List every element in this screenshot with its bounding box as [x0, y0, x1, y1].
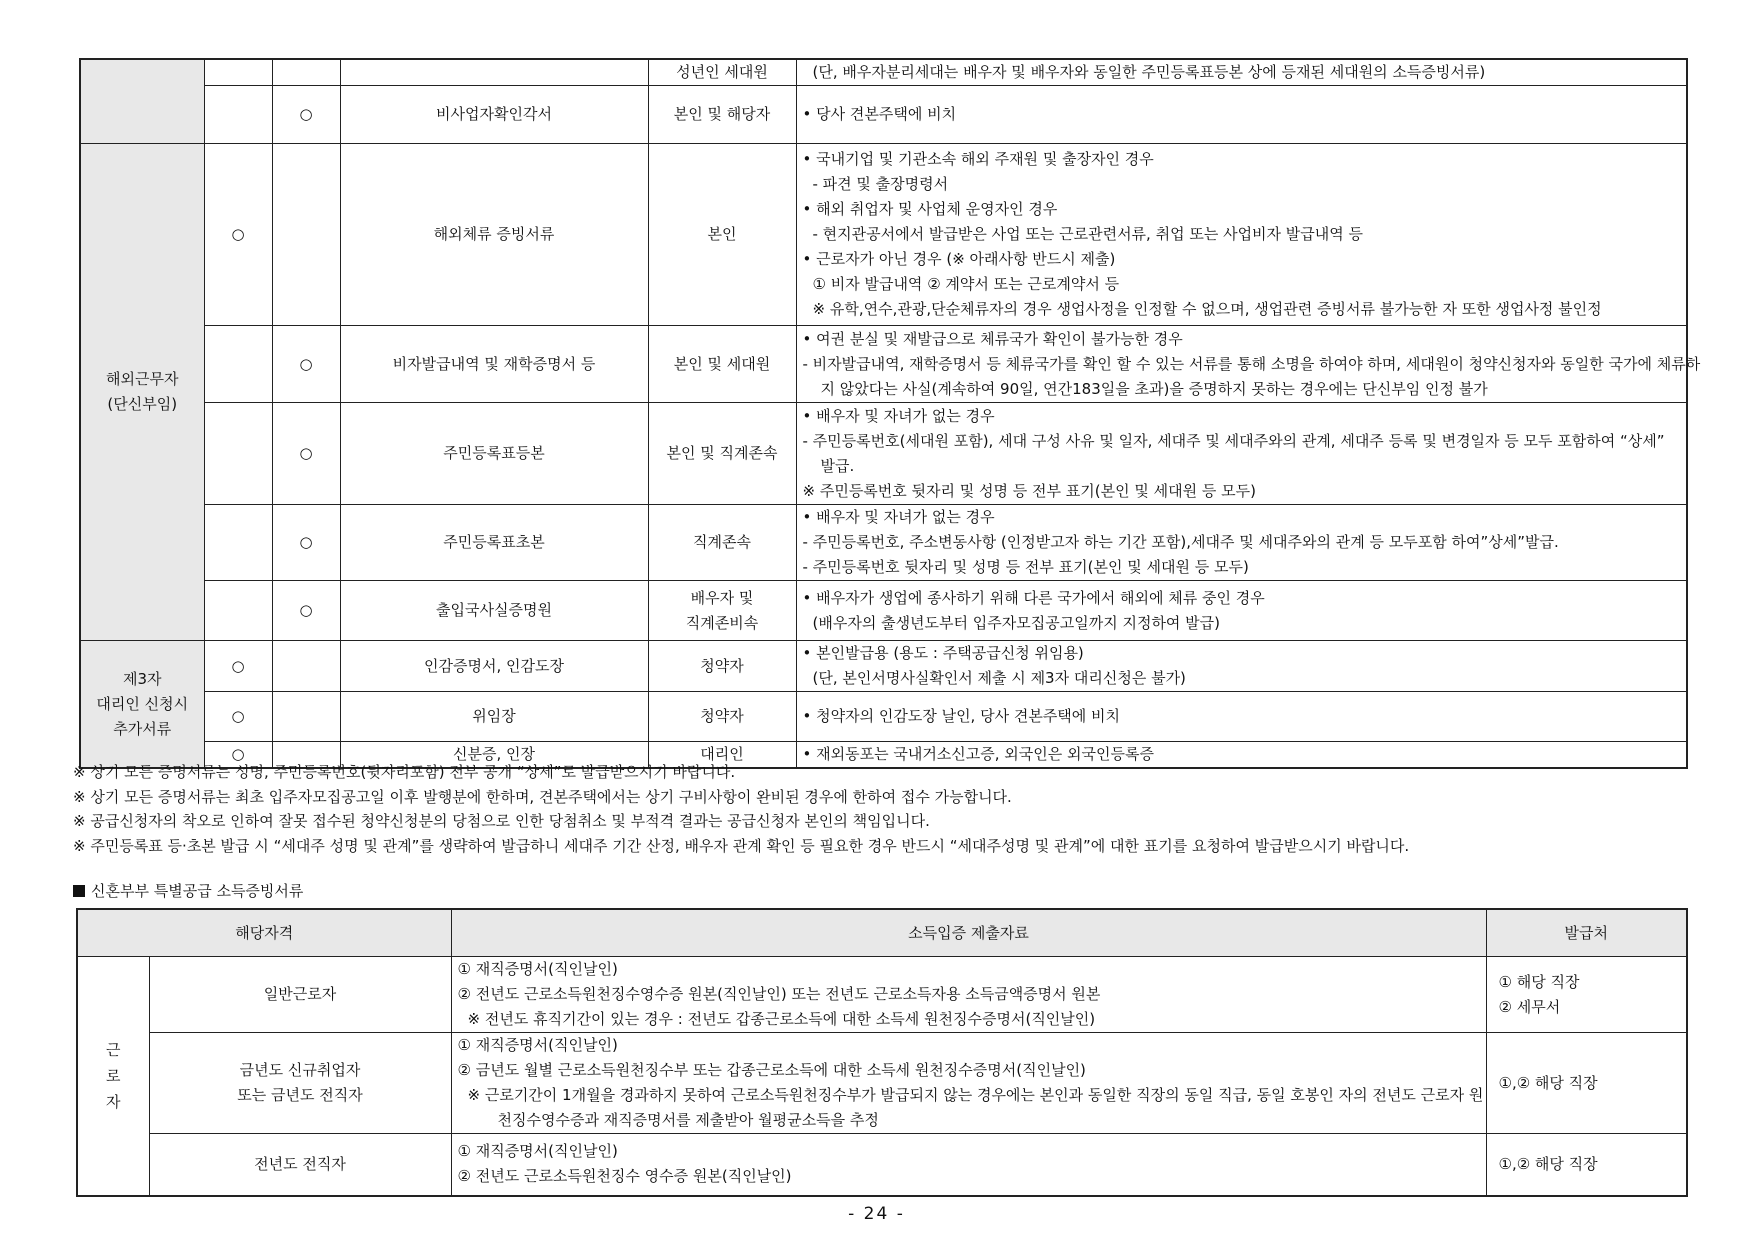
- table-row: [80, 59, 1687, 86]
- table-row: [80, 692, 1687, 742]
- mark-cell: [204, 403, 272, 505]
- page-number: - 24 -: [848, 1204, 905, 1224]
- table-row: [77, 1033, 1687, 1134]
- description-cell: • 배우자가 생업에 종사하기 위해 다른 국가에서 해외에 체류 중인 경우 (배우자의 출생년도부터 입주자모집공고일까지 지정하여 발급): [796, 581, 1687, 641]
- description-cell: (단, 배우자분리세대는 배우자 및 배우자와 동일한 주민등록표등본 상에 등재된 세대원의 소득증빙서류): [796, 59, 1687, 86]
- mark-cell: [204, 505, 272, 581]
- table-header-row: [77, 909, 1687, 957]
- target-cell: 본인 및 직계존속: [648, 403, 796, 505]
- document-name-cell: 해외체류 증빙서류: [340, 144, 648, 326]
- description-cell: • 본인발급용 (용도 : 주택공급신청 위임용) (단, 본인서명사실확인서 제출 시 제3자 대리신청은 불가): [796, 641, 1687, 692]
- table-row: [80, 641, 1687, 692]
- group-cell: [80, 59, 204, 144]
- table-row: [80, 581, 1687, 641]
- note-item: ※ 공급신청자의 착오로 인하여 잘못 접수된 청약신청분의 당첨으로 인한 당첨취소 및 부적격 결과는 공급신청자 본인의 책임입니다.: [73, 812, 930, 830]
- documents-cell: ① 재직증명서(직인날인) ② 전년도 근로소득원천징수영수증 원본(직인날인) 또는 전년도 근로소득자용 소득금액증명서 원본 ※ 전년도 휴직기간이 있는 경우 : 전년도 갑종근로소득에 대한 소득세 원천징수증명서(직인날인): [451, 957, 1486, 1033]
- target-cell: 청약자: [648, 692, 796, 742]
- table-row: [80, 403, 1687, 505]
- target-cell: 대리인: [648, 742, 796, 769]
- table-row: [80, 326, 1687, 403]
- document-name-cell: 주민등록표등본: [340, 403, 648, 505]
- header-qualification: 해당자격: [77, 909, 451, 957]
- mark-cell: [272, 144, 340, 326]
- description-cell: • 배우자 및 자녀가 없는 경우 - 주민등록번호(세대원 포함), 세대 구성 사유 및 일자, 세대주 및 세대주와의 관계, 세대주 등록 및 변경일자 등 모두 포함하여 “상세” 발급. ※ 주민등록번호 뒷자리 및 성명 등 전부 표기(본인 및 세대원 등 모두): [796, 403, 1687, 505]
- mark-cell: ○: [204, 692, 272, 742]
- group-cell: 해외근무자 (단신부임): [80, 144, 204, 641]
- qualification-cell: 일반근로자: [149, 957, 451, 1033]
- target-cell: 본인 및 세대원: [648, 326, 796, 403]
- mark-cell: ○: [204, 641, 272, 692]
- target-cell: 본인 및 해당자: [648, 86, 796, 144]
- square-bullet-icon: [73, 885, 85, 897]
- mark-cell: [204, 59, 272, 86]
- target-cell: 본인: [648, 144, 796, 326]
- documents-cell: ① 재직증명서(직인날인) ② 금년도 월별 근로소득원천징수부 또는 갑종근로소득에 대한 소득세 원천징수증명서(직인날인) ※ 근로기간이 1개월을 경과하지 못하여 근로소득원천징수부가 발급되지 않는 경우에는 본인과 동일한 직장의 동일 직급, 동일 호봉인 자의 전년도 근로자 원 천징수영수증과 재직증명서를 제출받아 월평균소득을 추정: [451, 1033, 1486, 1134]
- notes-list: [73, 760, 1693, 858]
- description-cell: • 여권 분실 및 재발급으로 체류국가 확인이 불가능한 경우 - 비자발급내역, 재학증명서 등 체류국가를 확인 할 수 있는 서류를 통해 소명을 하여야 하며, 세대원이 청약신청자와 동일한 국가에 체류하 지 않았다는 사실(계속하여 90일, 연간183일을 초과)을 증명하지 못하는 경우에는 단신부임 인정 불가: [796, 326, 1687, 403]
- note-item: ※ 주민등록표 등·초본 발급 시 “세대주 성명 및 관계”를 생략하여 발급하니 세대주 기간 산정, 배우자 관계 확인 등 필요한 경우 반드시 “세대주성명 및 관계”에 대한 표기를 요청하여 발급받으시기 바랍니다.: [73, 836, 1410, 855]
- mark-cell: ○: [204, 144, 272, 326]
- mark-cell: [204, 581, 272, 641]
- mark-cell: ○: [272, 505, 340, 581]
- mark-cell: [204, 326, 272, 403]
- group-cell: 근 로 자: [77, 957, 149, 1196]
- description-cell: • 청약자의 인감도장 날인, 당사 견본주택에 비치: [796, 692, 1687, 742]
- table-row: [80, 505, 1687, 581]
- document-name-cell: 출입국사실증명원: [340, 581, 648, 641]
- target-cell: 성년인 세대원: [648, 59, 796, 86]
- table-row: [77, 1134, 1687, 1196]
- mark-cell: ○: [204, 742, 272, 769]
- issuer-cell: ①,② 해당 직장: [1486, 1033, 1687, 1134]
- description-cell: • 재외동포는 국내거소신고증, 외국인은 외국인등록증: [796, 742, 1687, 769]
- document-name-cell: 비자발급내역 및 재학증명서 등: [340, 326, 648, 403]
- income-proof-table: [76, 908, 1688, 1197]
- issuer-cell: ① 해당 직장 ② 세무서: [1486, 957, 1687, 1033]
- mark-cell: [272, 59, 340, 86]
- section-title-text: 신혼부부 특별공급 소득증빙서류: [91, 882, 304, 900]
- qualification-cell: 전년도 전직자: [149, 1134, 451, 1196]
- mark-cell: ○: [272, 581, 340, 641]
- qualification-cell: 금년도 신규취업자 또는 금년도 전직자: [149, 1033, 451, 1134]
- mark-cell: [272, 692, 340, 742]
- target-cell: 청약자: [648, 641, 796, 692]
- header-issuer: 발급처: [1486, 909, 1687, 957]
- description-cell: • 당사 견본주택에 비치: [796, 86, 1687, 144]
- group-cell: 제3자 대리인 신청시 추가서류: [80, 641, 204, 769]
- document-name-cell: [340, 59, 648, 86]
- documents-cell: ① 재직증명서(직인날인) ② 전년도 근로소득원천징수 영수증 원본(직인날인): [451, 1134, 1486, 1196]
- document-name-cell: 비사업자확인각서: [340, 86, 648, 144]
- mark-cell: [272, 641, 340, 692]
- target-cell: 직계존속: [648, 505, 796, 581]
- table-row: [80, 86, 1687, 144]
- mark-cell: ○: [272, 326, 340, 403]
- target-cell: 배우자 및 직계존비속: [648, 581, 796, 641]
- issuer-cell: ①,② 해당 직장: [1486, 1134, 1687, 1196]
- document-name-cell: 인감증명서, 인감도장: [340, 641, 648, 692]
- note-item: ※ 상기 모든 증명서류는 성명, 주민등록번호(뒷자리포함) 전부 공개 “상세”로 발급받으시기 바랍니다.: [73, 763, 736, 781]
- table-row: [80, 144, 1687, 326]
- required-documents-table: [79, 58, 1701, 769]
- section-title: [73, 880, 303, 901]
- document-name-cell: 위임장: [340, 692, 648, 742]
- description-cell: • 국내기업 및 기관소속 해외 주재원 및 출장자인 경우 - 파견 및 출장명령서 • 해외 취업자 및 사업체 운영자인 경우 - 현지관공서에서 발급받은 사업 또는 근로관련서류, 취업 또는 사업비자 발급내역 등 • 근로자가 아닌 경우 (※ 아래사항 반드시 제출) ① 비자 발급내역 ② 계약서 또는 근로계약서 등 ※ 유학,연수,관광,단순체류자의 경우 생업사정을 인정할 수 없으며, 생업관련 증빙서류 불가능한 자 또한 생업사정 불인정: [796, 144, 1687, 326]
- mark-cell: [204, 86, 272, 144]
- document-name-cell: 주민등록표초본: [340, 505, 648, 581]
- document-name-cell: 신분증, 인장: [340, 742, 648, 769]
- note-item: ※ 상기 모든 증명서류는 최초 입주자모집공고일 이후 발행분에 한하며, 견본주택에서는 상기 구비사항이 완비된 경우에 한하여 접수 가능합니다.: [73, 787, 1012, 806]
- description-cell: • 배우자 및 자녀가 없는 경우 - 주민등록번호, 주소변동사항 (인정받고자 하는 기간 포함),세대주 및 세대주와의 관계 등 모두포함 하여”상세”발급. - 주민등록번호 뒷자리 및 성명 등 전부 표기(본인 및 세대원 등 모두): [796, 505, 1687, 581]
- table-row: [77, 957, 1687, 1033]
- mark-cell: ○: [272, 86, 340, 144]
- mark-cell: ○: [272, 403, 340, 505]
- header-documents: 소득입증 제출자료: [451, 909, 1486, 957]
